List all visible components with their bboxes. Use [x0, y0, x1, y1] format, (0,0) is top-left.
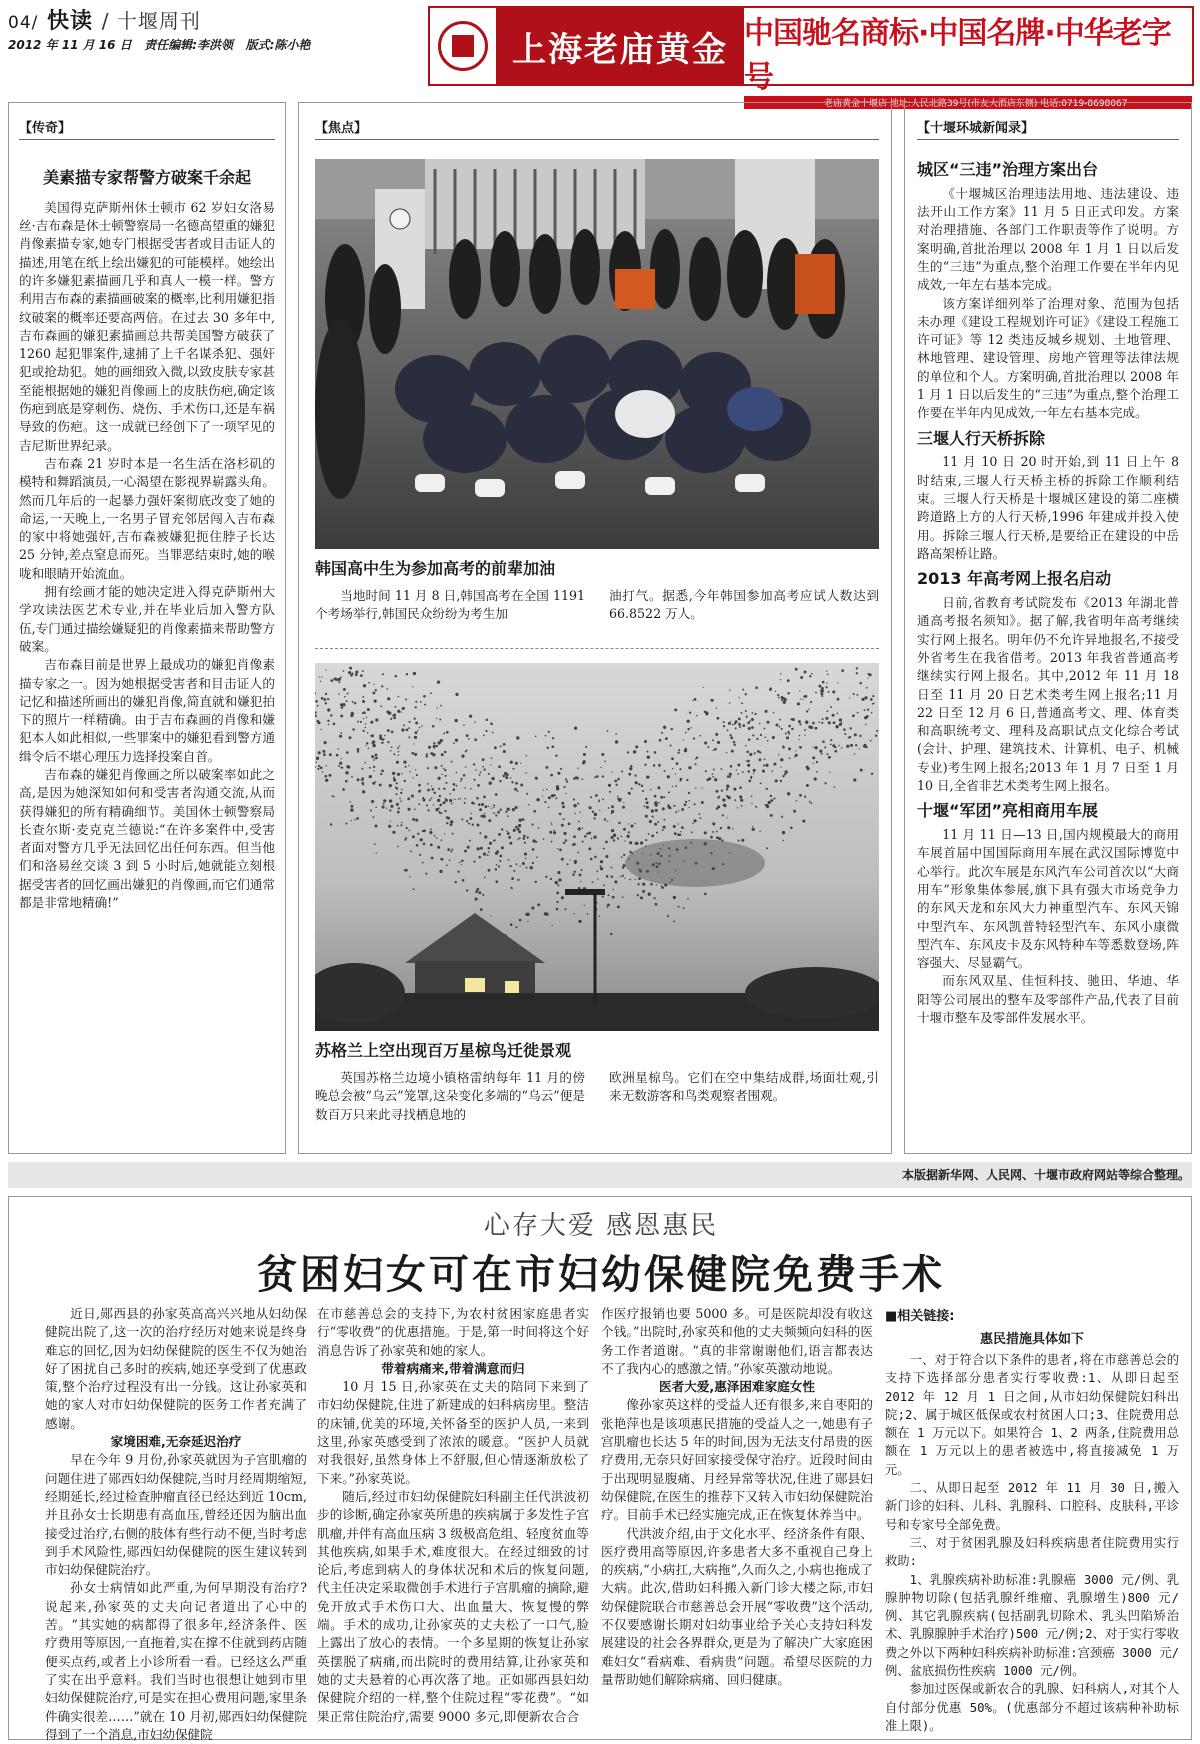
feature-paragraph: 孙女士病情如此严重,为何早期没有治疗?说起来,孙家英的丈夫向记者道出了心中的苦。“其实她的病都得了很多年,经济条件、医疗费用等原因,一直拖着,实在撑不住就到药店随便买点药,或者上小诊所看一看。已经这么严重了实在出乎意料。我们当时也很想让她到市里妇幼保健院治疗,可是实在担心费用问题,家里条件确实很差……”就在 10 月初,郧西妇幼保健院得到了一个消息,市妇幼保健院 — [45, 1580, 307, 1742]
feature-paragraph: 代洪波介绍,由于文化水平、经济条件有限、医疗费用高等原因,许多患者大多不重视自己身上的疾病,“小病扛,大病拖”,久而久之,小病也拖成了大病。此次,借助妇科搬入新门诊大楼之际,市妇幼保健院联合市慈善总会开展“零收费”这个活动,不仅要感谢长期对妇幼事业给予关心支持妇科发展建设的社会各界群众,更是为了解决广大家庭困难妇女“看病难、看病贵”问题。希望尽医院的力量帮助她们解除病痛、回归健康。 — [601, 1525, 873, 1687]
feature-paragraph: 像孙家英这样的受益人还有很多,来自枣阳的张艳萍也是该项惠民措施的受益人之一,她患有子宫肌瘤也长达 5 年的时间,因为无法支付昂贵的医疗费用,无奈只好回家接受保守治疗。近段时间由于出现明显腹痛、月经异常等状况,住进了郧县妇幼保健院,在医生的推荐下又转入市妇幼保健院治疗。目前手术已经实施完成,正在恢复休养当中。 — [601, 1397, 873, 1523]
ad-contact: 老庙黄金十堰店 地址:人民北路39号(市友大酒店东侧) 电话:0719-8698067 — [744, 96, 1192, 109]
feature-subheading: 带着病痛来,带着满意而归 — [381, 1360, 525, 1376]
env-news-column — [904, 102, 1192, 1154]
legend-title: 美素描专家帮警方破案千余起 — [42, 168, 251, 187]
benefit-para-3: 三、对于贫困乳腺及妇科疾病患者住院费用实行救助: — [885, 1535, 1179, 1569]
masthead-brand — [8, 4, 201, 35]
benefits-box — [885, 1305, 1179, 1735]
legend-para-3: 拥有绘画才能的她决定进入得克萨斯州大学攻读法医艺术专业,并在毕业后加入警方队伍,专门通过描绘嫌疑犯的肖像素描来帮助警方破案。 — [19, 584, 275, 654]
story2-title: 苏格兰上空出现百万星椋鸟迁徙景观 — [315, 1041, 572, 1060]
focus-column — [298, 102, 892, 1154]
source-note: 本版据新华网、人民网、十堰市政府网站等综合整理。 — [901, 1168, 1190, 1182]
legend-tag: 【传奇】 — [19, 117, 275, 140]
legend-para-1: 美国得克萨斯州休士顿市 62 岁妇女洛易丝·吉布森是休士顿警察局一名德高望重的嫌犯肖像素描专家,她专门根据受害者或目击证人的描述,用笔在纸上绘出嫌犯的可能模样。她绘出的许多嫌犯素描画几乎和真人一模一样。警方利用吉布森的素描画破案的概率,比利用嫌犯指纹破案的概率还要高两倍。在过去 30 多年中,吉布森画的嫌犯素描画总共帮美国警方破获了 1260 起犯罪案件,逮捕了上千名谋杀犯、强奸犯或抢劫犯。她的画细致入微,以致皮肤专家甚至能根据她的嫌犯肖像画上的皮肤伤疤,确定该伤疤到底是穿刺伤、烧伤、手术伤口,还是车祸导致的伤疤。这一成就已经创下了一项罕见的吉尼斯世界纪录。 — [19, 199, 275, 453]
feature-subheading: 医者大爱,惠泽困难家庭女性 — [659, 1379, 815, 1395]
ad-slogan: 中国驰名商标·中国名牌·中华老字号 — [744, 16, 1171, 95]
env-item-3-title: 2013 年高考网上报名启动 — [917, 569, 1112, 589]
feature-section — [8, 1196, 1192, 1740]
feature-kicker: 心存大爱 感恩惠民 — [483, 1211, 719, 1241]
photo-korea-students — [315, 159, 879, 549]
page-number: 04/ — [8, 13, 39, 33]
designer-credit: 版式:陈小艳 — [245, 38, 311, 52]
story1-title: 韩国高中生为参加高考的前辈加油 — [315, 559, 556, 578]
feature-paragraph: 随后,经过市妇幼保健院妇科副主任代洪波初步的诊断,确定孙家英所患的疾病属于多发性子宫肌瘤,并伴有高血压病 3 级极高危组、轻度贫血等其他疾病,如果手术,难度很大。在经过细致的讨论后,考虑到病人的身体状况和术后的恢复问题,代主任决定采取微创手术进行子宫肌瘤的摘除,避免开放式手术伤口大、出血量大、恢复慢的弊端。手术的成功,让孙家英的丈夫松了一口气,脸上露出了放心的表情。一个多星期的恢复让孙家英摆脱了病痛,而出院时的费用结算,让孙家英和她的丈夫悬着的心再次落了地。正如郧西县妇幼保健院介绍的一样,整个住院过程“零花费”。“如果正常住院治疗,需要 9000 多元,即便新农合合 — [317, 1488, 589, 1724]
env-item-3-para-1: 日前,省教育考试院发布《2013 年湖北普通高考报名须知》。据了解,我省明年高考继续实行网上报名。明年仍不允许异地报名,不接受外省考生在我省借考。2013 年我省普通高考继续实行网上报名。其中,2012 年 11 月 18 日至 11 月 20 日艺术类考生网上报名;11 月 22 日至 12 月 6 日,普通高考文、理、体育类和高职统考文、理科及高职试点文化综合考试(会计、护理、建筑技术、计算机、电子、机械专业)考生网上报名;2013 年 1 月 7 日至 1 月 10 日,全省非艺术类考生网上报名。 — [917, 595, 1179, 793]
feature-subheading: 家境困难,无奈延迟治疗 — [110, 1434, 242, 1450]
brand-logo-icon — [430, 8, 496, 84]
env-tag: 【十堰环城新闻录】 — [917, 117, 1179, 140]
benefits-heading: ■相关链接: — [885, 1309, 955, 1324]
feature-col-1 — [45, 1305, 307, 1744]
env-item-4-title: 十堰“军团”亮相商用车展 — [917, 801, 1099, 821]
feature-paragraph: 10 月 15 日,孙家英在丈夫的陪同下来到了市妇幼保健院,住进了新建成的妇科病房里。整洁的床铺,优美的环境,关怀备至的医护人员,一来到这里,孙家英感受到了浓浓的暖意。“医护人员就对我很好,虽然身体上不舒服,但心情逐渐放松了下来。”孙家英说。 — [317, 1379, 589, 1486]
story1-text-left: 当地时间 11 月 8 日,韩国高考在全国 1191 个考场举行,韩国民众纷纷为考生加 — [315, 588, 585, 622]
legend-para-4: 吉布森目前是世界上最成功的嫌犯肖像素描专家之一。因为她根据受害者和目击证人的记忆和描述所画出的嫌犯肖像,简直就和嫌犯拍下的照片一样精确。由于吉布森画的肖像和嫌犯本人如此相似,一些罪案中的嫌犯看到警方通缉令后不堪心理压力选择投案自首。 — [19, 657, 275, 764]
story2-text-right: 欧洲星椋鸟。它们在空中集结成群,场面壮观,引来无数游客和鸟类观察者围观。 — [609, 1070, 879, 1104]
feature-title: 贫困妇女可在市妇幼保健院免费手术 — [257, 1251, 945, 1298]
benefit-para-1: 一、对于符合以下条件的患者,将在市慈善总会的支持下选择部分患者实行零收费:1、从即日起至 2012 年 12 月 1 日之间,从市妇幼保健院妇科出院;2、属于城区低保或农村贫困人口;3、住院费用总额在 1 万元以下。如果符合 1、2 两条,住院费用总额在 1 万元以上的患者被选中,将直接减免 1 万元。 — [885, 1353, 1179, 1477]
feature-col-2 — [317, 1305, 589, 1726]
ad-banner[interactable] — [428, 6, 1194, 109]
env-item-1-para-1: 《十堰城区治理违法用地、违法建设、违法开山工作方案》11 月 5 日正式印发。方案对治理措施、各部门工作职责等作了说明。方案明确,首批治理以 2008 年 1 月 1 日以后发生的“三违”为重点,整个治理工作要在半年内见成效,一年左右基本完成。 — [917, 185, 1179, 293]
editor-credit: 责任编辑:李洪领 — [144, 38, 234, 52]
env-item-2-title: 三堰人行天桥拆除 — [917, 428, 1046, 448]
story1-text-right: 油打气。据悉,今年韩国参加高考应试人数达到 66.8522 万人。 — [609, 588, 879, 622]
legend-column — [8, 102, 286, 1154]
photo-korea-students-image — [315, 159, 879, 549]
feature-paragraph: 近日,郧西县的孙家英高高兴兴地从妇幼保健院出院了,这一次的治疗经历对她来说是终身难忘的回忆,因为妇幼保健院的医生不仅为她治好了困扰自己多时的疾病,她还享受到了优惠政策,整个治疗过程没有出一分钱。这让孙家英和她的家人对市妇幼保健院的医务工作者充满了感谢。 — [45, 1306, 307, 1431]
photo-starling-flock — [315, 663, 879, 1031]
feature-paragraph: 在市慈善总会的支持下,为农村贫困家庭患者实行“零收费”的优惠措施。于是,第一时间将这个好消息告诉了孙家英和她的家人。 — [317, 1306, 589, 1358]
env-item-4-para-2: 而东风双星、佳恒科技、驰田、华迪、华阳等公司展出的整车及零部件产品,代表了目前十堰市整车及零部件发展水平。 — [917, 973, 1179, 1026]
feature-col-3 — [601, 1305, 873, 1689]
paper-name: / 十堰周刊 — [101, 9, 201, 33]
benefit-para-4: 1、乳腺疾病补助标准:乳腺癌 3000 元/例、乳腺肿物切除(包括乳腺纤维瘤、乳腺增生)800 元/例、其它乳腺疾病(包括副乳切除术、乳头凹陷矫治术、乳腺腺肿手术治疗)500 元/例;2、对于实行零收费之外以下两种妇科疾病补助标准:宫颈癌 3000 元/例、盆底损伤性疾病 1000 元/例。 — [885, 1572, 1179, 1679]
feature-paragraph: 早在今年 9 月份,孙家英就因为子宫肌瘤的问题住进了郧西妇幼保健院,当时月经周期缩短,经期延长,经过检查肿瘤直径已经达到近 10cm,并且孙女士长期患有高血压,曾经还因为脑出血接受过治疗,右侧的肢体有些行动不便,当时考虑到手术风险性,郧西妇幼保健院的医生建议转到市妇幼保健院治疗。 — [45, 1452, 307, 1578]
feature-paragraph: 作医疗报销也要 5000 多。可是医院却没有收这个钱。”出院时,孙家英和他的丈夫频频向妇科的医务工作者道谢。“真的非常谢谢他们,语言都表达不了我内心的感激之情。”孙家英激动地说。 — [601, 1306, 873, 1376]
issue-date: 2012 年 11 月 16 日 — [8, 38, 132, 52]
story-divider — [315, 648, 879, 649]
masthead-info — [8, 36, 310, 53]
photo-starling-flock-image — [315, 663, 879, 1031]
benefit-para-5: 参加过医保或新农合的乳腺、妇科病人,对其个人自付部分优惠 50%。(优惠部分不超过该病种补助标准上限)。 — [885, 1682, 1179, 1733]
benefit-para-2: 二、从即日起至 2012 年 11 月 30 日,搬入新门诊的妇科、儿科、乳腺科、口腔科、皮肤科,平诊号和专家号全部免费。 — [885, 1481, 1179, 1532]
focus-tag: 【焦点】 — [315, 117, 879, 140]
legend-para-2: 吉布森 21 岁时本是一名生活在洛杉矶的模特和舞蹈演员,一心渴望在影视界崭露头角。然而几年后的一起暴力强奸案彻底改变了她的命运,一天晚上,一名男子冒充邻居闯入吉布森的家中将她强奸,吉布森被嫌犯扼住脖子长达 25 分钟,差点窒息而死。当罪恶结束时,她的喉咙和眼睛开始流血。 — [19, 455, 275, 581]
env-item-1-para-2: 该方案详细列举了治理对象、范围为包括未办理《建设工程规划许可证》《建设工程施工许可证》等 12 类违反城乡规划、土地管理、林地管理、建设管理、房地产管理等法律法规的单位和个人。方案明确,首批治理以 2008 年 1 月 1 日以后发生的“三违”为重点,整个治理工作要在半年内见成效,一年左右基本完成。 — [917, 295, 1179, 421]
env-item-1-title: 城区“三违”治理方案出台 — [917, 160, 1099, 179]
legend-para-5: 吉布森的嫌犯肖像画之所以破案率如此之高,是因为她深知如何和受害者沟通交流,从而获得嫌犯的所有精确细节。美国休士顿警察局长查尔斯·麦克克兰德说:“在许多案件中,受害者面对警方几乎无法回忆出任何东西。但当他们和洛易丝交谈 3 到 5 小时后,她就能立刻根据受害者的回忆画出嫌犯的肖像画,而它们通常都是非常地精确!” — [19, 767, 275, 911]
story2-text-left: 英国苏格兰边境小镇格雷纳每年 11 月的傍晚总会被“乌云”笼罩,这朵变化多端的“乌云”便是数百万只来此寻找栖息地的 — [315, 1070, 585, 1122]
env-item-4-para-1: 11 月 11 日—13 日,国内规模最大的商用车展首届中国国际商用车展在武汉国际博览中心举行。此次车展是东风汽车公司首次以“大商用车”形象集体参展,旗下具有强大市场竞争力的东风天龙和东风大力神重型汽车、东风天锦中型汽车、东风凯普特轻型汽车、东风小康微型汽车、东风皮卡及东风特种车等悉数登场,阵容强大、尽显霸气。 — [917, 827, 1179, 971]
ad-brand-name: 上海老庙黄金 — [496, 8, 744, 84]
benefits-title: 惠民措施具体如下 — [979, 1332, 1084, 1347]
env-item-2-para-1: 11 月 10 日 20 时开始,到 11 日上午 8 时结束,三堰人行天桥主桥的拆除工作顺利结束。三堰人行天桥是十堰城区建设的第二座横跨道路上方的人行天桥,1996 年建成并投入使用。拆除三堰人行天桥,是要给正在建设的中岳路高架桥让路。 — [917, 454, 1179, 561]
section-name: 快读 — [47, 9, 94, 34]
